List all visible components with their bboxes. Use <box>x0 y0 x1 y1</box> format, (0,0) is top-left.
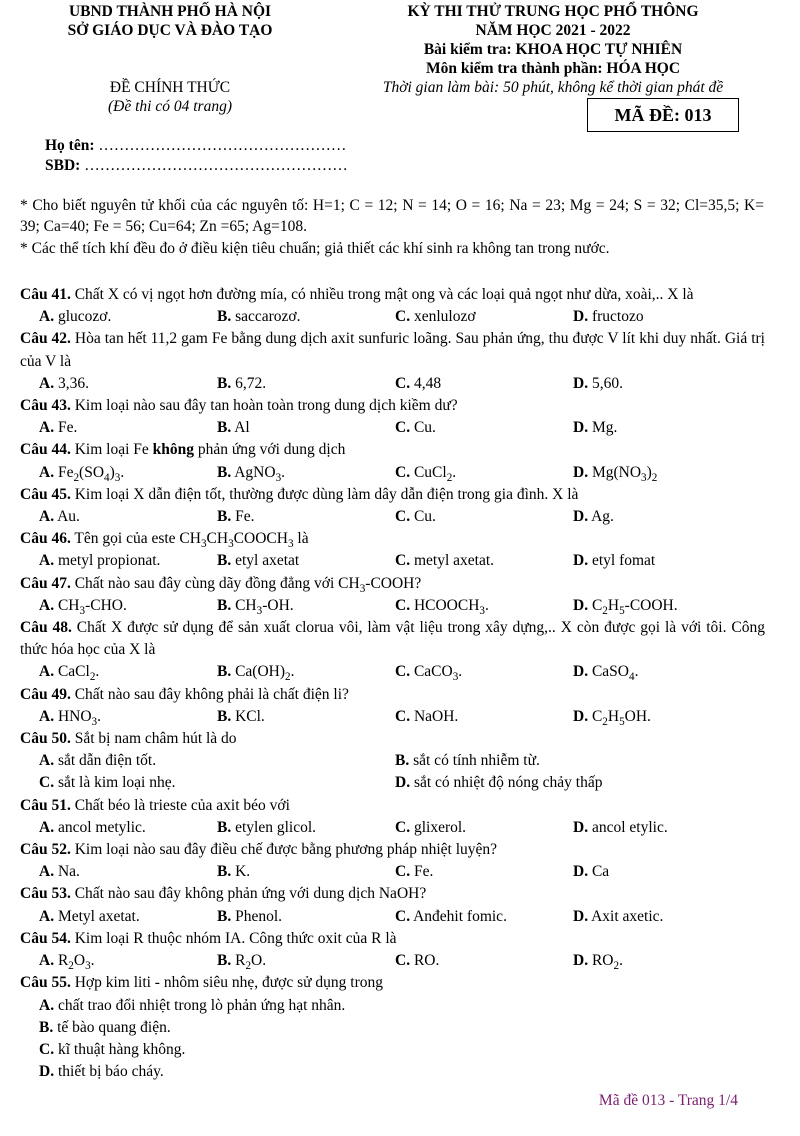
option-text: NaOH. <box>410 707 459 725</box>
option-text: xenlulozơ <box>410 308 476 326</box>
answer-option <box>217 706 395 728</box>
option-text: ancol etylic. <box>588 818 668 836</box>
question-list <box>20 284 765 1083</box>
answer-option <box>217 550 395 572</box>
option-letter: A. <box>39 508 55 526</box>
options-row <box>20 906 765 928</box>
question-text: Kim loại X dẫn điện tốt, thường được dùng làm dây dẫn điện trong gia đình. X là <box>70 485 579 503</box>
student-info <box>45 136 348 176</box>
question-stem <box>20 573 765 595</box>
option-letter: B. <box>39 1018 54 1036</box>
answer-option <box>573 506 751 528</box>
question-47 <box>20 573 765 617</box>
question-number: Câu 54. <box>20 929 71 947</box>
option-text: Mg. <box>588 419 618 437</box>
answer-option <box>39 995 765 1017</box>
option-letter: A. <box>39 596 55 614</box>
option-text: etyl axetat <box>231 552 300 570</box>
answer-option <box>39 506 217 528</box>
answer-option <box>39 817 217 839</box>
option-letter: D. <box>573 508 589 526</box>
option-text: Fe. <box>410 863 434 881</box>
question-number: Câu 44. <box>20 441 71 459</box>
atomic-mass-note: * Cho biết nguyên tử khối của các nguyên tố: H=1; C = 12; N = 14; O = 16; Na = 23; Mg = 24; S = 32; Cl=35,5; K= 39; Ca=40; Fe = 56; Cu=64; Zn =65; Ag=108. <box>20 197 764 235</box>
question-50 <box>20 728 765 795</box>
option-text: metyl axetat. <box>410 552 495 570</box>
issuer-header <box>20 2 320 40</box>
answer-option <box>573 661 751 683</box>
answer-option <box>395 306 573 328</box>
question-stem <box>20 439 765 461</box>
option-text: ancol metylic. <box>54 818 146 836</box>
option-text: Al <box>231 419 250 437</box>
answer-option <box>395 706 573 728</box>
question-text: Kim loại nào sau đây điều chế được bằng phương pháp nhiệt luyện? <box>70 841 498 859</box>
answer-option <box>395 817 573 839</box>
answer-option <box>39 750 395 772</box>
answer-option <box>573 550 751 572</box>
answer-option <box>39 906 217 928</box>
option-text: kĩ thuật hàng không. <box>54 1040 186 1058</box>
option-letter: D. <box>573 952 589 970</box>
option-text: 6,72. <box>231 374 267 392</box>
option-text: thiết bị báo cháy. <box>54 1063 164 1081</box>
option-text: CaCl$_2$. <box>54 663 100 684</box>
question-text: Tên gọi của este $CH_3CH_3COOCH_3$ là <box>70 530 309 551</box>
option-text: $CH_3$-CHO. <box>54 596 127 617</box>
option-text: RO. <box>410 952 440 970</box>
option-text: KCl. <box>231 707 265 725</box>
question-stem <box>20 883 765 905</box>
option-letter: A. <box>39 818 55 836</box>
options-row <box>20 595 765 617</box>
option-letter: A. <box>39 308 55 326</box>
question-text: Sắt bị nam châm hút là do <box>70 730 237 748</box>
option-text: tế bào quang điện. <box>53 1018 171 1036</box>
question-text: Chất béo là trieste của axit béo với <box>70 796 290 814</box>
answer-option <box>39 1017 765 1039</box>
option-letter: B. <box>217 552 232 570</box>
option-letter: D. <box>573 907 589 925</box>
option-text: $RO_2$. <box>588 952 623 973</box>
options-row <box>20 373 765 395</box>
option-text: $R_2O$. <box>231 952 267 973</box>
option-text: K. <box>231 863 251 881</box>
option-letter: A. <box>39 552 55 570</box>
option-text: 4,48 <box>410 374 442 392</box>
options-row <box>20 506 765 528</box>
question-55 <box>20 972 765 1083</box>
option-text: sắt có tính nhiễm từ. <box>409 752 540 770</box>
question-stem <box>20 284 765 306</box>
option-letter: B. <box>217 308 232 326</box>
answer-option <box>573 861 751 883</box>
question-48 <box>20 617 765 684</box>
answer-option <box>573 306 751 328</box>
option-text: fructozo <box>588 308 644 326</box>
answer-option <box>395 462 573 484</box>
option-text: glixerol. <box>410 818 467 836</box>
question-text: Chất nào sau đây không phải là chất điện li? <box>70 685 349 703</box>
answer-option <box>39 661 217 683</box>
test-subject: Bài kiểm tra: KHOA HỌC TỰ NHIÊN <box>423 41 683 58</box>
answer-option <box>217 595 395 617</box>
question-text: Chất nào sau đây không phản ứng với dung dịch NaOH? <box>70 885 427 903</box>
option-letter: C. <box>395 374 411 392</box>
question-text: Kim loại Fe không phản ứng với dung dịch <box>70 441 346 459</box>
answer-option <box>395 550 573 572</box>
option-text: Cu. <box>410 419 436 437</box>
question-46 <box>20 528 765 572</box>
answer-option <box>395 373 573 395</box>
option-letter: C. <box>395 308 411 326</box>
answer-option <box>217 506 395 528</box>
answer-option <box>39 550 217 572</box>
question-text: Hợp kim liti - nhôm siêu nhẹ, được sử dụng trong <box>70 974 384 992</box>
question-number: Câu 45. <box>20 485 71 503</box>
options-row <box>20 706 765 728</box>
answer-option <box>217 906 395 928</box>
answer-option <box>573 417 751 439</box>
option-letter: D. <box>573 552 589 570</box>
exam-title: KỲ THI THỬ TRUNG HỌC PHỔ THÔNG <box>407 3 699 20</box>
option-letter: C. <box>395 552 411 570</box>
answer-option <box>395 906 573 928</box>
options-row <box>20 417 765 439</box>
answer-option <box>39 462 217 484</box>
option-letter: B. <box>217 663 232 681</box>
question-stem <box>20 528 765 550</box>
option-letter: C. <box>395 663 411 681</box>
question-text: Chất nào sau đây cùng dãy đồng đẳng với $CH_3$-COOH? <box>70 574 422 595</box>
question-number: Câu 43. <box>20 397 71 415</box>
answer-option <box>573 817 751 839</box>
student-id-line: SBD: …………………………………………… <box>45 157 348 174</box>
answer-option <box>573 706 751 728</box>
option-letter: D. <box>573 419 589 437</box>
question-text: Hòa tan hết 11,2 gam Fe bằng dung dịch axit sunfuric loãng. Sau phản ứng, thu được V lít khi duy nhất. Giá trị của V là <box>20 330 765 370</box>
time-note: Thời gian làm bài: 50 phút, không kể thời gian phát đề <box>382 79 724 96</box>
answer-option <box>395 750 751 772</box>
option-text: CuCl$_2$. <box>410 463 457 484</box>
answer-option <box>573 595 751 617</box>
answer-option <box>39 1061 765 1083</box>
answer-option <box>39 772 395 794</box>
question-54 <box>20 928 765 972</box>
option-letter: A. <box>39 863 55 881</box>
student-name-line: Họ tên: ………………………………………… <box>45 137 347 154</box>
option-letter: B. <box>217 374 232 392</box>
option-text: sắt dẫn điện tốt. <box>54 752 157 770</box>
option-letter: D. <box>573 596 589 614</box>
options-row <box>20 661 765 683</box>
option-letter: C. <box>395 907 411 925</box>
option-text: Ca <box>588 863 610 881</box>
question-text: Kim loại R thuộc nhóm IA. Công thức oxit của R là <box>70 929 397 947</box>
question-number: Câu 51. <box>20 796 71 814</box>
option-text: $C_2H_5$-COOH. <box>588 596 678 617</box>
question-number: Câu 49. <box>20 685 71 703</box>
answer-option <box>217 373 395 395</box>
option-text: 3,36. <box>54 374 89 392</box>
option-letter: C. <box>395 707 411 725</box>
option-letter: D. <box>573 463 589 481</box>
question-stem <box>20 395 765 417</box>
option-text: sắt là kim loại nhẹ. <box>54 774 176 792</box>
option-text: Na. <box>54 863 80 881</box>
option-letter: C. <box>395 952 411 970</box>
answer-option <box>573 462 751 484</box>
option-text: AgNO$_3$. <box>231 463 286 484</box>
page-footer: Mã đề 013 - Trang 1/4 <box>598 1092 738 1109</box>
question-number: Câu 55. <box>20 974 71 992</box>
option-text: chất trao đổi nhiệt trong lò phản ứng hạt nhân. <box>54 996 346 1014</box>
option-letter: D. <box>573 374 589 392</box>
question-51 <box>20 795 765 839</box>
question-stem <box>20 928 765 950</box>
option-letter: B. <box>217 707 232 725</box>
answer-option <box>217 417 395 439</box>
option-letter: D. <box>395 774 411 792</box>
question-44 <box>20 439 765 483</box>
options-row <box>20 1039 765 1061</box>
option-letter: A. <box>39 907 55 925</box>
option-text: glucozơ. <box>54 308 112 326</box>
question-stem <box>20 972 765 994</box>
question-41 <box>20 284 765 328</box>
option-text: $HNO_3$. <box>54 707 101 728</box>
option-letter: B. <box>217 952 232 970</box>
question-53 <box>20 883 765 927</box>
exam-header <box>318 2 788 78</box>
answer-option <box>573 950 751 972</box>
option-letter: C. <box>395 463 411 481</box>
question-stem <box>20 795 765 817</box>
option-text: Cu. <box>410 508 436 526</box>
question-number: Câu 52. <box>20 841 71 859</box>
option-letter: B. <box>217 508 232 526</box>
option-letter: C. <box>39 774 55 792</box>
option-text: CaSO$_4$. <box>588 663 639 684</box>
question-text: Chất X được sử dụng để sản xuất clorua vôi, làm vật liệu trong xây dựng,.. X còn được gọi là với tôi. Công thức hóa học của X là <box>20 619 765 659</box>
question-number: Câu 53. <box>20 885 71 903</box>
option-letter: C. <box>395 419 411 437</box>
question-text: Kim loại nào sau đây tan hoàn toàn trong dung dịch kiềm dư? <box>70 397 458 415</box>
question-number: Câu 50. <box>20 730 71 748</box>
options-row <box>20 462 765 484</box>
answer-option <box>395 772 751 794</box>
question-stem <box>20 484 765 506</box>
option-letter: B. <box>217 596 232 614</box>
answer-option <box>39 417 217 439</box>
issuer-department: SỞ GIÁO DỤC VÀ ĐÀO TẠO <box>67 22 273 39</box>
question-52 <box>20 839 765 883</box>
question-number: Câu 42. <box>20 330 71 348</box>
option-letter: A. <box>39 952 55 970</box>
option-letter: D. <box>573 863 589 881</box>
component-subject: Môn kiểm tra thành phần: HÓA HỌC <box>425 60 681 77</box>
option-letter: B. <box>217 818 232 836</box>
option-letter: B. <box>217 419 232 437</box>
options-row <box>20 861 765 883</box>
options-row <box>20 1061 765 1083</box>
options-row <box>20 772 765 794</box>
option-letter: B. <box>217 907 232 925</box>
options-row <box>20 995 765 1017</box>
question-number: Câu 48. <box>20 619 72 637</box>
answer-option <box>395 661 573 683</box>
option-letter: B. <box>217 863 232 881</box>
option-letter: A. <box>39 996 55 1014</box>
question-42 <box>20 328 765 395</box>
option-text: Fe. <box>54 419 78 437</box>
option-text: $Ca(OH)_2$. <box>231 663 295 684</box>
option-text: Anđehit fomic. <box>410 907 507 925</box>
option-letter: D. <box>573 308 589 326</box>
question-stem <box>20 684 765 706</box>
answer-option <box>39 373 217 395</box>
option-letter: B. <box>217 463 232 481</box>
option-letter: C. <box>395 508 411 526</box>
answer-option <box>395 861 573 883</box>
option-letter: C. <box>395 818 411 836</box>
option-text: Au. <box>54 508 80 526</box>
question-stem <box>20 728 765 750</box>
option-text: Phenol. <box>231 907 283 925</box>
question-45 <box>20 484 765 528</box>
options-row <box>20 950 765 972</box>
option-letter: A. <box>39 374 55 392</box>
school-year: NĂM HỌC 2021 - 2022 <box>475 22 631 39</box>
option-text: sắt có nhiệt độ nóng chảy thấp <box>410 774 603 792</box>
answer-option <box>217 462 395 484</box>
option-letter: D. <box>573 818 589 836</box>
question-49 <box>20 684 765 728</box>
answer-option <box>573 906 751 928</box>
answer-option <box>39 861 217 883</box>
option-text: Axit axetic. <box>588 907 664 925</box>
question-number: Câu 46. <box>20 530 71 548</box>
answer-option <box>39 706 217 728</box>
option-text: Fe. <box>231 508 255 526</box>
options-row <box>20 1017 765 1039</box>
answer-option <box>39 950 217 972</box>
option-letter: D. <box>573 663 589 681</box>
option-text: $CH_3-OH$. <box>231 596 294 617</box>
option-letter: C. <box>395 863 411 881</box>
options-row <box>20 750 765 772</box>
option-text: etyl fomat <box>588 552 656 570</box>
gas-volume-note: * Các thể tích khí đều đo ở điều kiện tiêu chuẩn; giả thiết các khí sinh ra không tan trong nước. <box>20 240 610 257</box>
official-label <box>20 78 320 116</box>
question-stem <box>20 839 765 861</box>
answer-option <box>573 373 751 395</box>
question-stem <box>20 617 765 661</box>
option-text: saccarozơ. <box>231 308 301 326</box>
option-letter: D. <box>573 707 589 725</box>
question-number: Câu 47. <box>20 574 71 592</box>
option-text: metyl propionat. <box>54 552 161 570</box>
question-stem <box>20 328 765 372</box>
answer-option <box>39 595 217 617</box>
exam-code-box: MÃ ĐỀ: 013 <box>587 98 739 132</box>
option-letter: A. <box>39 463 55 481</box>
answer-option <box>217 950 395 972</box>
issuer-city: UBND THÀNH PHỐ HÀ NỘI <box>68 3 272 20</box>
option-text: Metyl axetat. <box>54 907 140 925</box>
official-exam-text: ĐỀ CHÍNH THỨC <box>109 79 231 96</box>
answer-option <box>39 1039 765 1061</box>
options-row <box>20 550 765 572</box>
option-letter: A. <box>39 663 55 681</box>
answer-option <box>39 306 217 328</box>
question-text: Chất X có vị ngọt hơn đường mía, có nhiều trong mật ong và các loại quả ngọt như dừa, xoài,.. X là <box>70 286 694 303</box>
option-letter: B. <box>395 752 410 770</box>
option-letter: D. <box>39 1063 55 1081</box>
options-row <box>20 817 765 839</box>
answer-option <box>217 817 395 839</box>
option-text: Ag. <box>588 508 614 526</box>
option-letter: C. <box>395 596 411 614</box>
option-text: 5,60. <box>588 374 623 392</box>
options-row <box>20 306 765 328</box>
option-letter: A. <box>39 752 55 770</box>
question-number: Câu 41. <box>20 286 71 303</box>
answer-option <box>395 950 573 972</box>
option-text: $C_2H_5OH$. <box>588 707 651 728</box>
page-count-note: (Đề thi có 04 trang) <box>108 98 232 115</box>
option-text: $Fe_2(SO_4)_3$. <box>54 463 125 484</box>
answer-option <box>395 506 573 528</box>
answer-option <box>217 661 395 683</box>
answer-option <box>217 306 395 328</box>
option-text: $Mg(NO_3)_2$ <box>588 463 658 484</box>
option-letter: A. <box>39 419 55 437</box>
option-text: etylen glicol. <box>231 818 317 836</box>
option-text: $HCOOCH_3$. <box>410 596 489 617</box>
option-text: $R_2O_3$. <box>54 952 95 973</box>
answer-option <box>395 595 573 617</box>
question-43 <box>20 395 765 439</box>
answer-option <box>217 861 395 883</box>
option-letter: C. <box>39 1040 55 1058</box>
option-letter: A. <box>39 707 55 725</box>
answer-option <box>395 417 573 439</box>
option-text: CaCO$_3$. <box>410 663 463 684</box>
